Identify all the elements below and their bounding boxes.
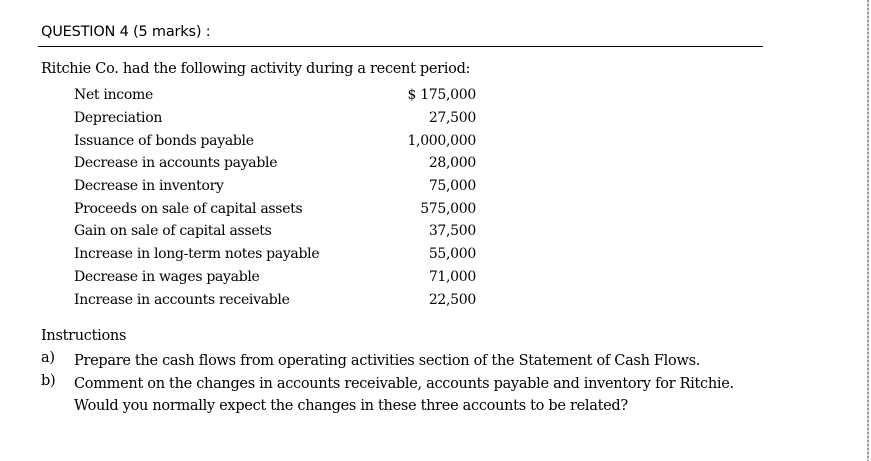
activity-item [74, 152, 476, 175]
activity-value: 75,000 [428, 178, 476, 195]
activity-item [74, 130, 476, 153]
page-edge-border [867, 0, 869, 461]
activity-label: Gain on sale of capital assets [74, 223, 272, 240]
instruction-line: Comment on the changes in accounts receivable, accounts payable and inventory for Ritchie. [74, 376, 734, 392]
activity-value: 28,000 [428, 155, 476, 172]
instruction-marker: b) [41, 373, 56, 389]
activity-value: 27,500 [428, 110, 476, 126]
activity-item [74, 220, 476, 243]
activity-item [74, 266, 476, 289]
activity-label: Increase in accounts receivable [74, 291, 290, 308]
activity-label: Issuance of bonds payable [74, 132, 254, 149]
question-intro: Ritchie Co. had the following activity during a recent period: [41, 61, 471, 77]
activity-label: Decrease in wages payable [74, 268, 260, 285]
instruction-text [74, 350, 700, 372]
activity-item [74, 175, 476, 198]
instructions-title: Instructions [41, 328, 127, 344]
activity-item [74, 198, 476, 221]
heading-underline [38, 46, 763, 47]
instruction-item [41, 373, 734, 417]
instruction-line: Prepare the cash flows from operating activities section of the Statement of Cash Flows. [74, 353, 701, 369]
activity-value: $ 175,000 [407, 87, 476, 103]
activity-label: Depreciation [74, 110, 163, 126]
instruction-item [41, 350, 700, 372]
activity-value: 22,500 [428, 291, 476, 308]
activity-value: 55,000 [428, 246, 476, 263]
activity-item [74, 243, 476, 266]
instruction-marker: a) [41, 350, 55, 366]
activity-label: Increase in long-term notes payable [74, 246, 320, 263]
instruction-text [74, 373, 734, 417]
activity-value: 575,000 [420, 200, 476, 217]
activity-item [74, 107, 476, 130]
activity-value: 71,000 [428, 268, 476, 285]
activity-item [74, 84, 476, 107]
question-heading: QUESTION 4 (5 marks) : [41, 24, 211, 40]
instruction-line: Would you normally expect the changes in these three accounts to be related? [74, 398, 628, 414]
activity-label: Proceeds on sale of capital assets [74, 200, 303, 217]
activity-list [74, 84, 476, 311]
activity-value: 1,000,000 [407, 132, 476, 149]
activity-item [74, 289, 476, 312]
activity-label: Net income [74, 87, 153, 103]
activity-value: 37,500 [428, 223, 476, 240]
activity-label: Decrease in accounts payable [74, 155, 278, 172]
activity-label: Decrease in inventory [74, 178, 224, 195]
